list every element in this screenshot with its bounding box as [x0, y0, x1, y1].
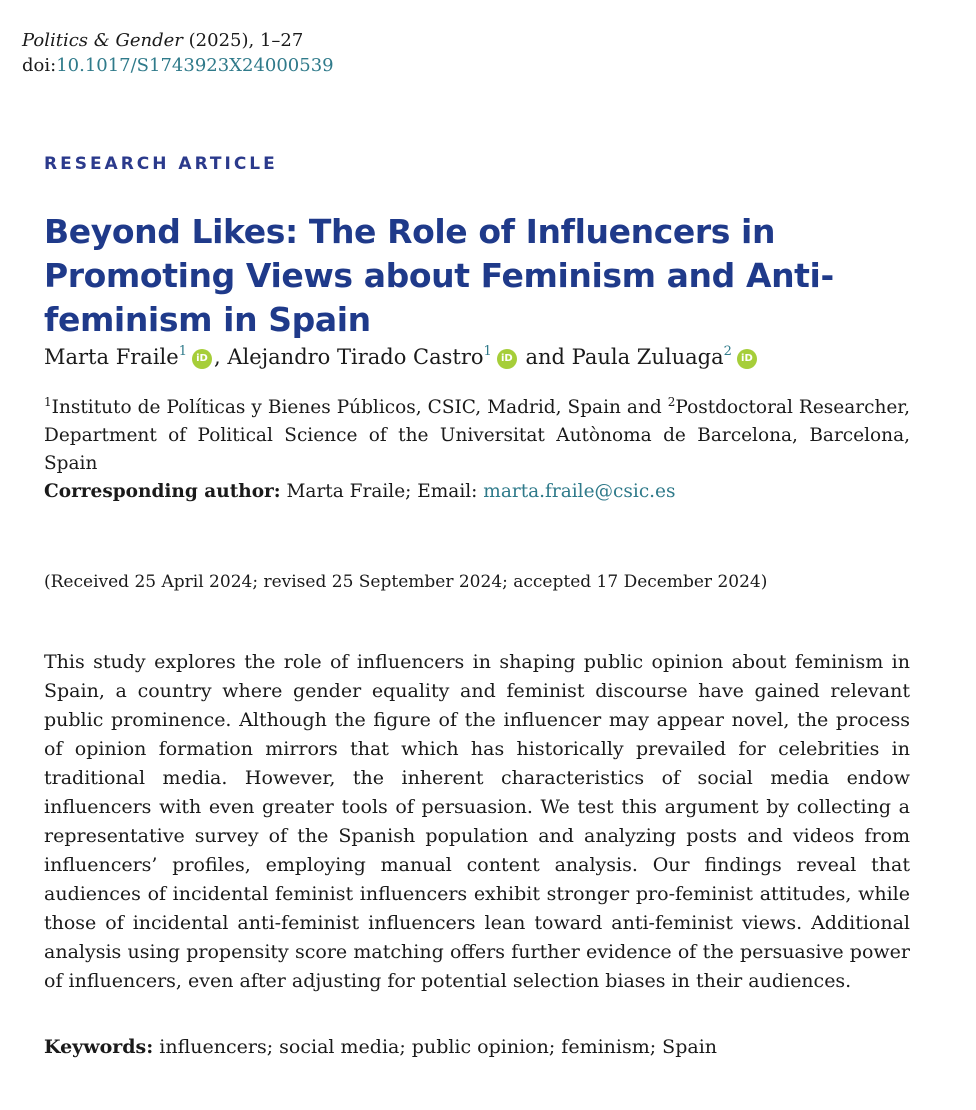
abstract: This study explores the role of influencers in shaping public opinion about feminism in Spain, a country where gender equality and feminist discourse have gained relevant public prominence. Although the figure of the influencer may appear novel, the process of opinion formation mirrors that which has historically prevailed for celebrities in traditional media. However, the inherent characteristics of social media endow influencers with even greater tools of persuasion. We test this argument by collecting a representative survey of the Spanish population and analyzing posts and videos from influencers’ profiles, employing manual content analysis. Our findings reveal that audiences of incidental feminist influencers exhibit stronger pro-feminist attitudes, while those of incidental anti-feminist influencers lean toward anti-feminist views. Additional analysis using propensity score matching offers further evidence of the persuasive power of influencers, even after adjusting for potential selection biases in their audiences. [44, 651, 910, 992]
orcid-icon[interactable]: iD [497, 349, 517, 369]
author-name: Alejandro Tirado Castro [227, 345, 484, 369]
journal-name: Politics & Gender [22, 30, 183, 51]
article-type: RESEARCH ARTICLE [44, 154, 278, 174]
submission-dates: (Received 25 April 2024; revised 25 September 2024; accepted 17 December 2024) [44, 572, 768, 592]
author-separator: , [213, 345, 228, 369]
author-name: Paula Zuluaga [571, 345, 724, 369]
author-separator: and [518, 345, 572, 369]
doi-link[interactable]: 10.1017/S1743923X24000539 [56, 55, 334, 76]
journal-year-pages: (2025), 1–27 [182, 30, 304, 51]
corresponding-label: Corresponding author: [44, 481, 281, 502]
affiliation-marker: 1 [178, 344, 187, 359]
affiliation-text: Postdoctoral Researcher, Department of Political Science of the Universitat Autònoma de Barcelona, Barcelona, Spain [44, 397, 910, 474]
affiliations [44, 394, 910, 478]
keywords-text: influencers; social media; public opinion; feminism; Spain [153, 1036, 718, 1058]
author-list [44, 342, 759, 372]
keywords-label: Keywords: [44, 1036, 154, 1058]
affiliation-marker: 1 [44, 395, 52, 409]
corresponding-author [44, 478, 676, 506]
email-link[interactable]: marta.fraile@csic.es [483, 481, 676, 502]
orcid-icon[interactable]: iD [737, 349, 757, 369]
journal-header [22, 28, 334, 78]
journal-doi [22, 53, 334, 78]
orcid-icon[interactable]: iD [192, 349, 212, 369]
affiliation-marker: 2 [723, 344, 732, 359]
doi-prefix: doi: [22, 55, 57, 76]
affiliation-marker: 2 [667, 395, 676, 409]
article-title: Beyond Likes: The Role of Influencers in Promoting Views about Feminism and Anti-feminism in Spain [44, 212, 834, 339]
affiliation-marker: 1 [483, 344, 492, 359]
journal-citation [22, 28, 334, 53]
author-name: Marta Fraile [44, 345, 179, 369]
keywords [44, 1033, 717, 1062]
corresponding-text: Marta Fraile; Email: [280, 481, 484, 502]
affiliation-text: Instituto de Políticas y Bienes Públicos, CSIC, Madrid, Spain and [51, 397, 668, 418]
